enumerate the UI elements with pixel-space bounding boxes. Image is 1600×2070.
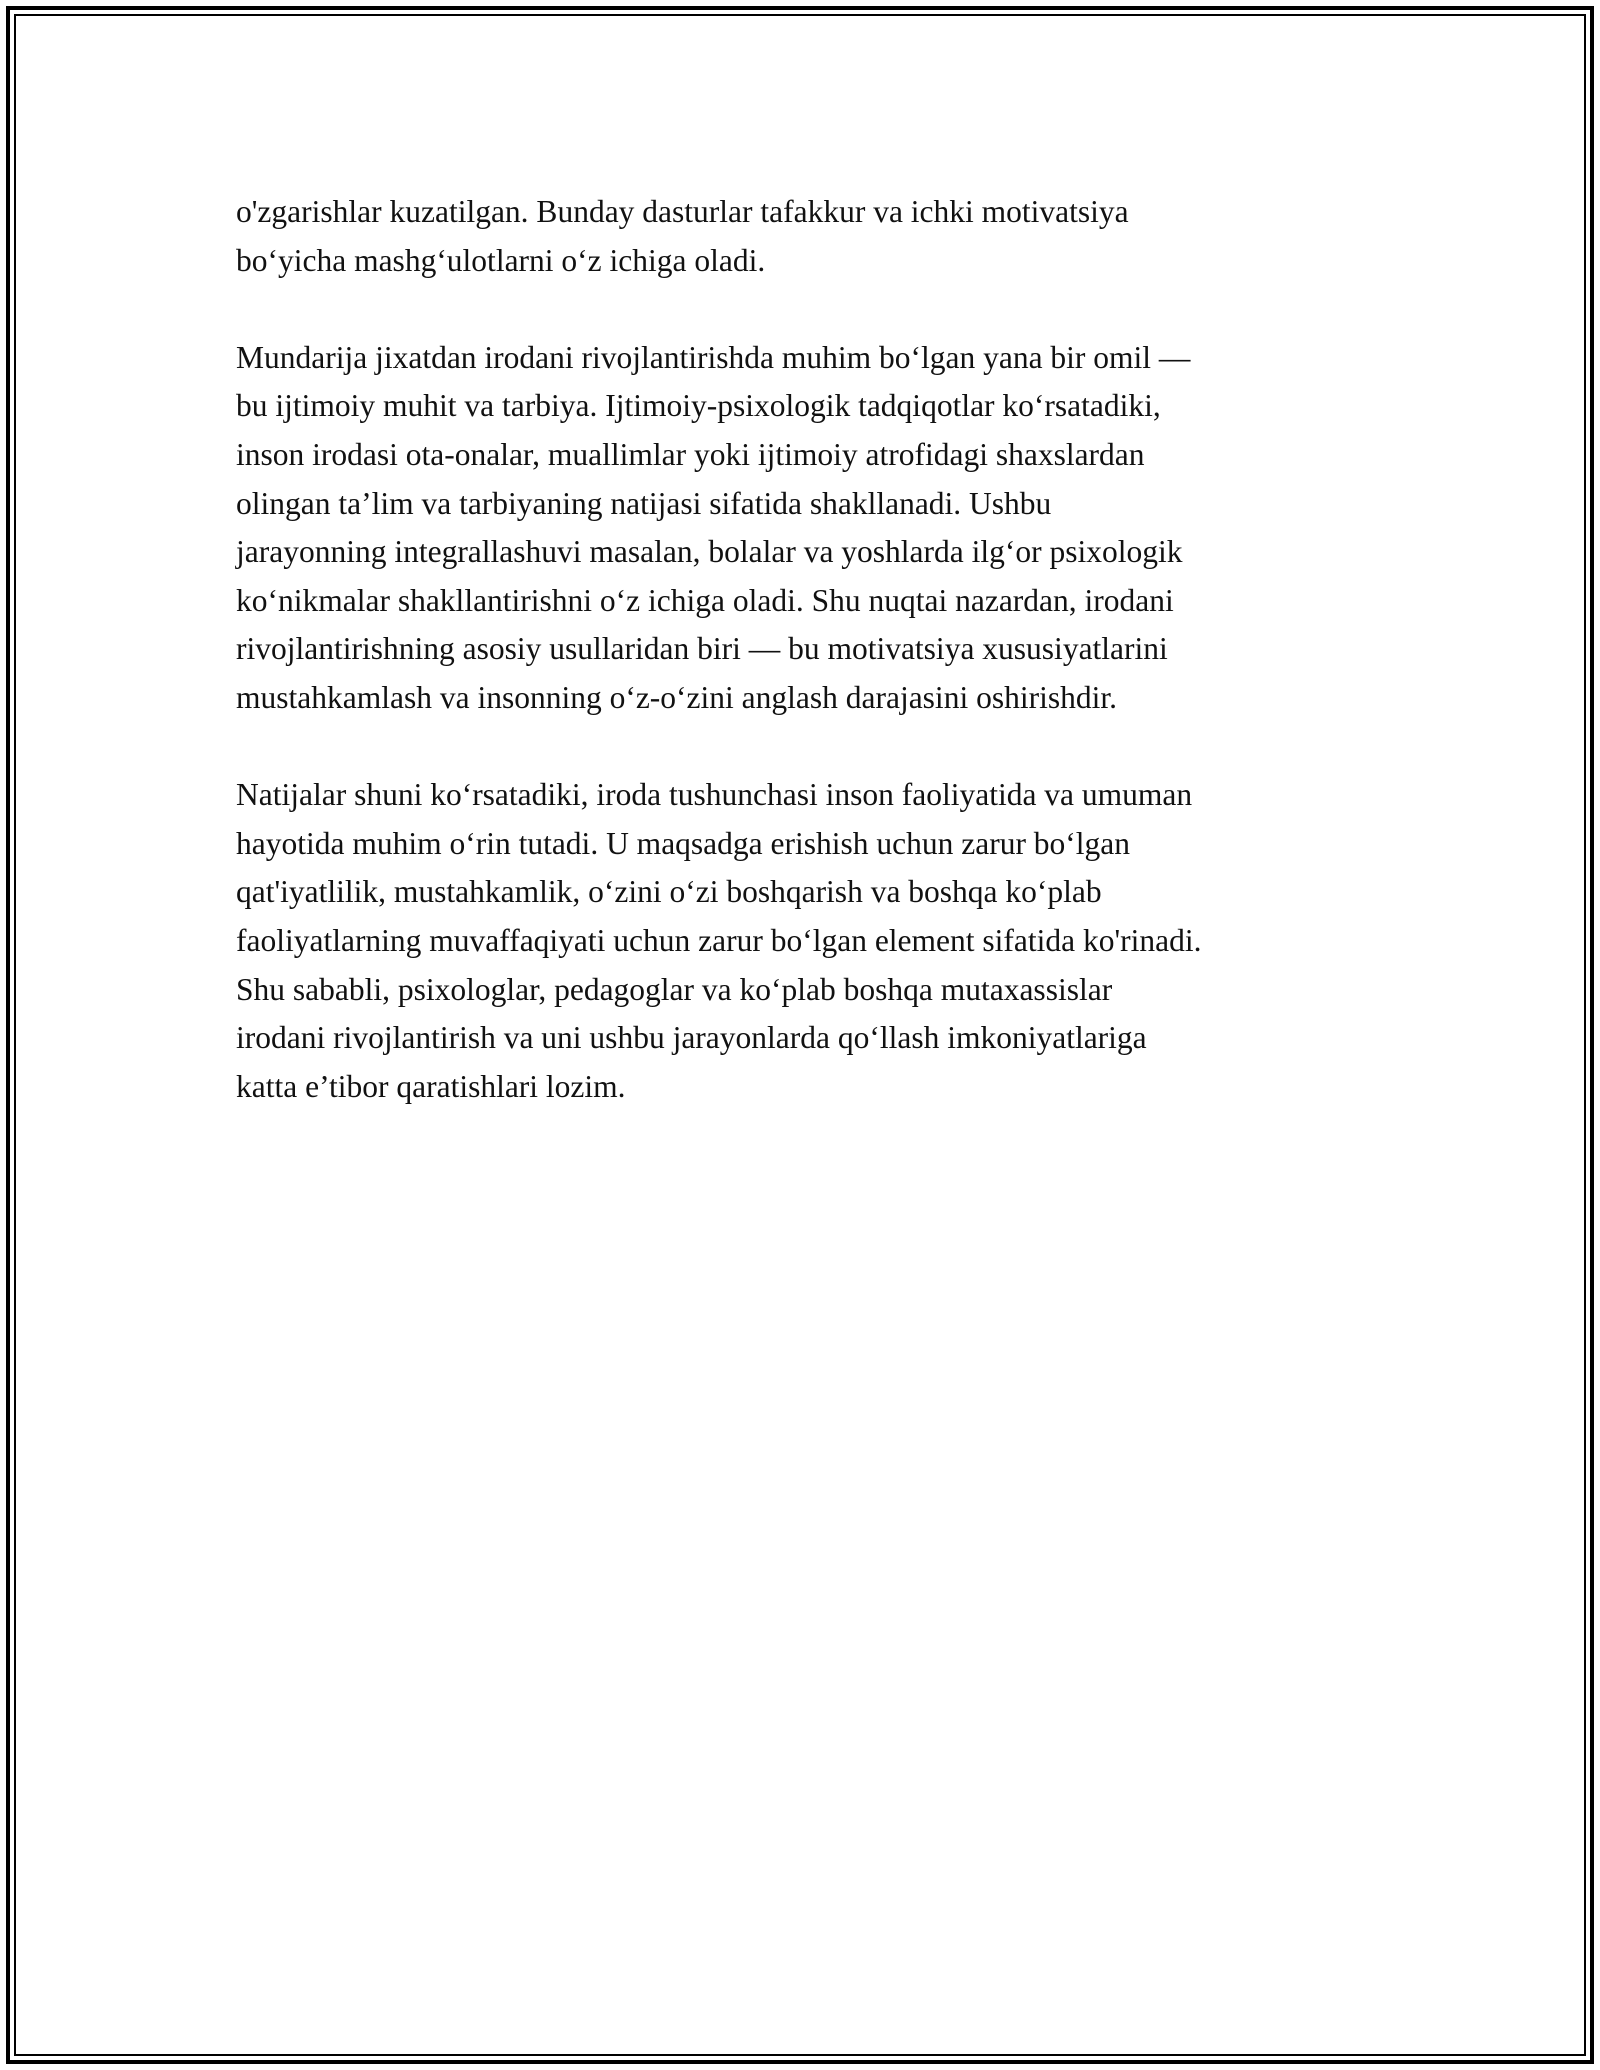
text-line: faoliyatlarning muvaffaqiyati uchun zarur bo‘lgan element sifatida ko'rinadi. (236, 922, 1202, 958)
paragraph-2 (236, 334, 1386, 723)
text-line: qat'iyatlilik, mustahkamlik, o‘zini o‘zi boshqarish va boshqa ko‘plab (236, 874, 1102, 910)
text-line: irodani rivojlantirish va uni ushbu jarayonlarda qo‘llash imkoniyatlariga (236, 1020, 1147, 1056)
text-line: bu ijtimoiy muhit va tarbiya. Ijtimoiy-psixologik tadqiqotlar ko‘rsatadiki, (236, 388, 1161, 424)
text-line: jarayonning integrallashuvi masalan, bolalar va yoshlarda ilg‘or psixologik (236, 534, 1183, 570)
text-line: Mundarija jixatdan irodani rivojlantirishda muhim bo‘lgan yana bir omil — (236, 339, 1191, 375)
text-line: ko‘nikmalar shakllantirishni o‘z ichiga oladi. Shu nuqtai nazardan, irodani (236, 582, 1174, 618)
text-line: Natijalar shuni ko‘rsatadiki, iroda tushunchasi inson faoliyatida va umuman (236, 777, 1193, 813)
text-line: o'zgarishlar kuzatilgan. Bunday dasturlar tafakkur va ichki motivatsiya (236, 194, 1129, 229)
text-line: rivojlantirishning asosiy usullaridan biri — bu motivatsiya xususiyatlarini (236, 631, 1168, 667)
text-line: Shu sababli, psixologlar, pedagoglar va ko‘plab boshqa mutaxassislar (236, 971, 1113, 1007)
paragraph-3 (236, 771, 1386, 1111)
page-body (236, 188, 1386, 1160)
text-line: mustahkamlash va insonning o‘z-o‘zini anglash darajasini oshirishdir. (236, 679, 1117, 715)
text-line: katta e’tibor qaratishlari lozim. (236, 1068, 626, 1104)
text-line: hayotida muhim o‘rin tutadi. U maqsadga erishish uchun zarur bo‘lgan (236, 825, 1131, 861)
paragraph-1 (236, 188, 1386, 285)
text-line: bo‘yicha mashg‘ulotlarni o‘z ichiga oladi. (236, 242, 766, 278)
text-line: olingan ta’lim va tarbiyaning natijasi sifatida shakllanadi. Ushbu (236, 485, 1052, 521)
text-line: inson irodasi ota-onalar, muallimlar yoki ijtimoiy atrofidagi shaxslardan (236, 436, 1145, 472)
